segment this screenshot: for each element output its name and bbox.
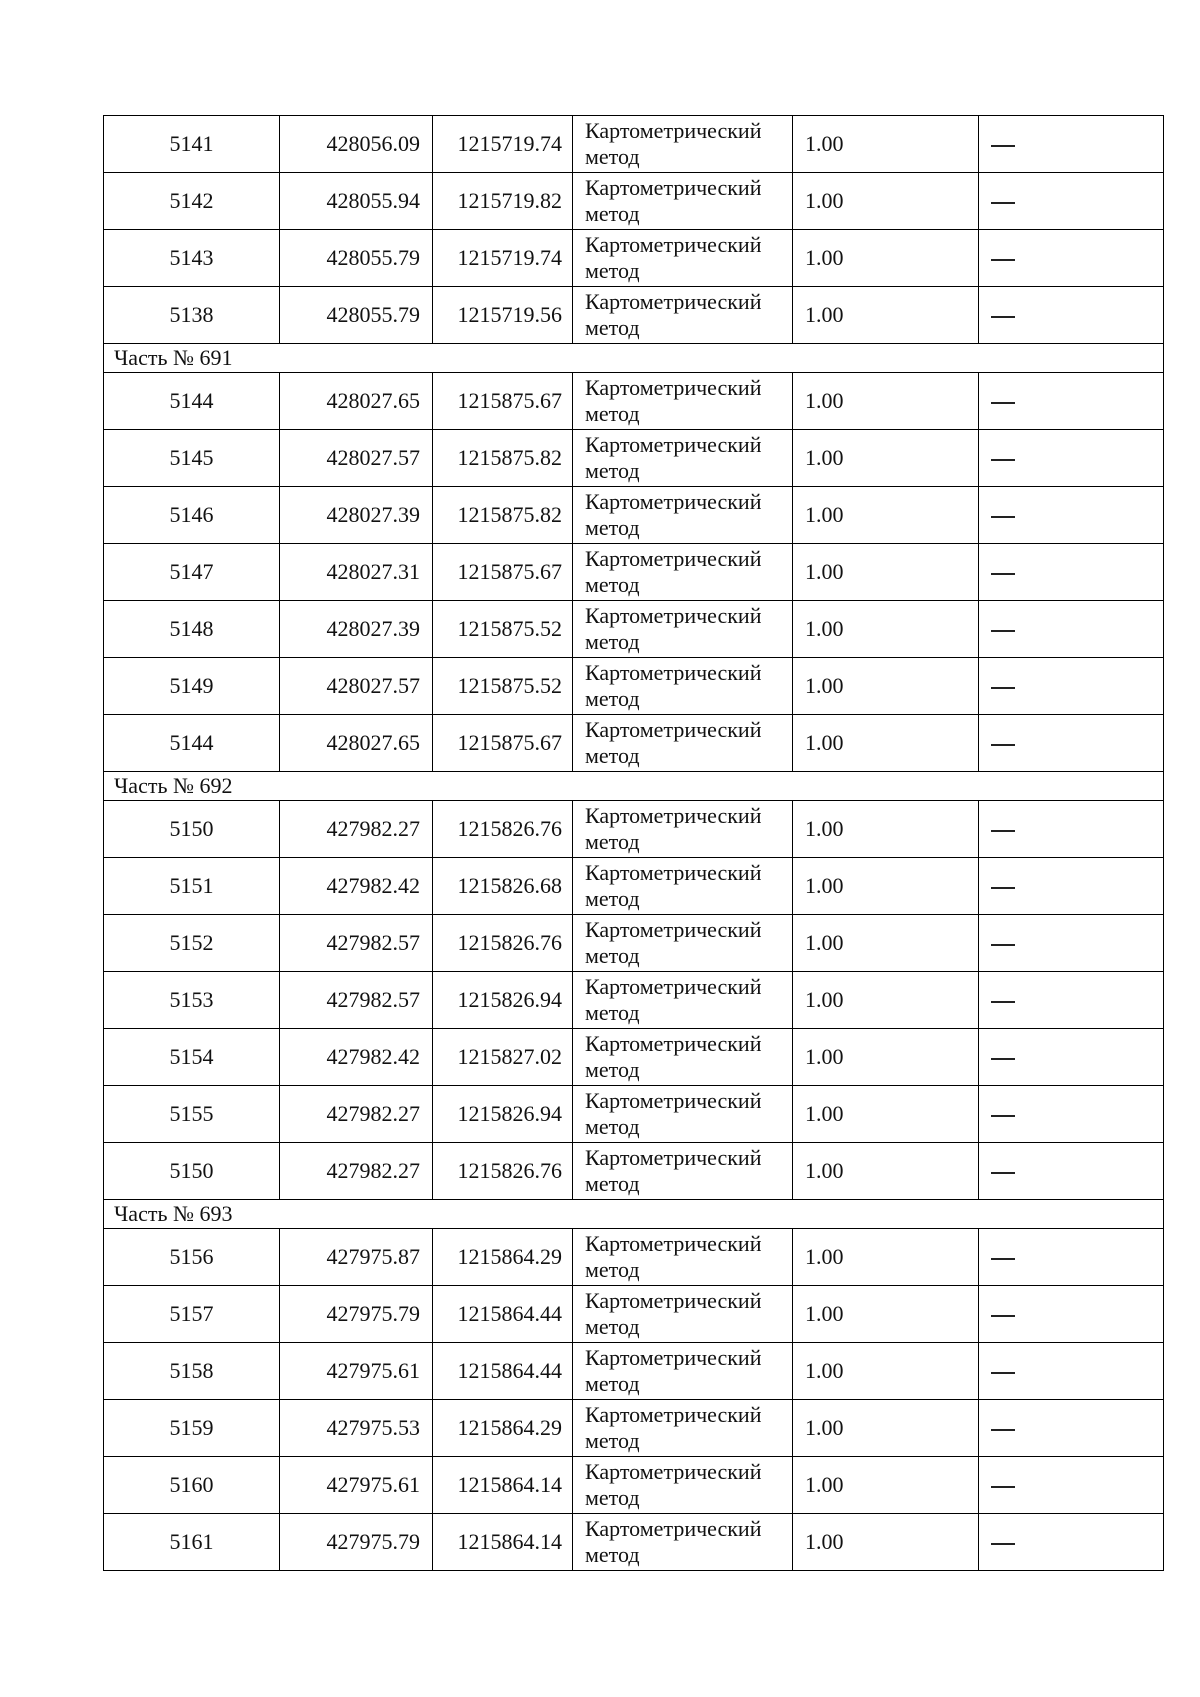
y-coordinate-cell: 1215864.29	[433, 1229, 573, 1286]
em-dash-mark	[991, 1429, 1015, 1431]
point-number-cell: 5149	[104, 658, 280, 715]
y-coordinate-cell: 1215719.82	[433, 173, 573, 230]
point-number-cell: 5143	[104, 230, 280, 287]
table-row	[104, 1514, 1164, 1571]
description-cell	[979, 1086, 1164, 1143]
y-coordinate-cell: 1215875.52	[433, 658, 573, 715]
table-row	[104, 230, 1164, 287]
accuracy-cell: 1.00	[793, 715, 979, 772]
em-dash-mark	[991, 830, 1015, 832]
part-header-row	[104, 344, 1164, 373]
table-row	[104, 287, 1164, 344]
method-cell: Картометрический метод	[573, 801, 793, 858]
em-dash-mark	[991, 1058, 1015, 1060]
point-number-cell: 5160	[104, 1457, 280, 1514]
x-coordinate-cell: 428055.79	[280, 230, 433, 287]
x-coordinate-cell: 428027.57	[280, 658, 433, 715]
point-number-cell: 5156	[104, 1229, 280, 1286]
point-number-cell: 5151	[104, 858, 280, 915]
method-cell: Картометрический метод	[573, 1514, 793, 1571]
point-number-cell: 5154	[104, 1029, 280, 1086]
y-coordinate-cell: 1215864.14	[433, 1457, 573, 1514]
description-cell	[979, 1514, 1164, 1571]
description-cell	[979, 230, 1164, 287]
accuracy-cell: 1.00	[793, 173, 979, 230]
table-row	[104, 1343, 1164, 1400]
description-cell	[979, 801, 1164, 858]
description-cell	[979, 1229, 1164, 1286]
point-number-cell: 5161	[104, 1514, 280, 1571]
accuracy-cell: 1.00	[793, 658, 979, 715]
accuracy-cell: 1.00	[793, 1457, 979, 1514]
y-coordinate-cell: 1215826.94	[433, 1086, 573, 1143]
x-coordinate-cell: 427982.57	[280, 915, 433, 972]
coordinates-table	[103, 115, 1164, 1571]
x-coordinate-cell: 428027.65	[280, 715, 433, 772]
em-dash-mark	[991, 202, 1015, 204]
table-row	[104, 915, 1164, 972]
em-dash-mark	[991, 402, 1015, 404]
accuracy-cell: 1.00	[793, 1286, 979, 1343]
point-number-cell: 5138	[104, 287, 280, 344]
y-coordinate-cell: 1215875.67	[433, 715, 573, 772]
y-coordinate-cell: 1215864.29	[433, 1400, 573, 1457]
description-cell	[979, 373, 1164, 430]
accuracy-cell: 1.00	[793, 487, 979, 544]
em-dash-mark	[991, 944, 1015, 946]
y-coordinate-cell: 1215719.74	[433, 116, 573, 173]
em-dash-mark	[991, 316, 1015, 318]
y-coordinate-cell: 1215875.82	[433, 430, 573, 487]
description-cell	[979, 1457, 1164, 1514]
table-row	[104, 715, 1164, 772]
accuracy-cell: 1.00	[793, 430, 979, 487]
point-number-cell: 5155	[104, 1086, 280, 1143]
method-cell: Картометрический метод	[573, 972, 793, 1029]
part-title: Часть № 691	[104, 344, 1164, 373]
description-cell	[979, 430, 1164, 487]
accuracy-cell: 1.00	[793, 1400, 979, 1457]
accuracy-cell: 1.00	[793, 972, 979, 1029]
method-cell: Картометрический метод	[573, 601, 793, 658]
x-coordinate-cell: 428027.39	[280, 601, 433, 658]
point-number-cell: 5150	[104, 1143, 280, 1200]
accuracy-cell: 1.00	[793, 373, 979, 430]
accuracy-cell: 1.00	[793, 1029, 979, 1086]
y-coordinate-cell: 1215719.56	[433, 287, 573, 344]
accuracy-cell: 1.00	[793, 801, 979, 858]
accuracy-cell: 1.00	[793, 915, 979, 972]
em-dash-mark	[991, 259, 1015, 261]
description-cell	[979, 1400, 1164, 1457]
method-cell: Картометрический метод	[573, 715, 793, 772]
accuracy-cell: 1.00	[793, 1343, 979, 1400]
y-coordinate-cell: 1215864.14	[433, 1514, 573, 1571]
description-cell	[979, 972, 1164, 1029]
description-cell	[979, 1029, 1164, 1086]
em-dash-mark	[991, 687, 1015, 689]
em-dash-mark	[991, 573, 1015, 575]
coordinates-table-body	[104, 116, 1164, 1571]
accuracy-cell: 1.00	[793, 544, 979, 601]
table-row	[104, 858, 1164, 915]
x-coordinate-cell: 427982.42	[280, 1029, 433, 1086]
method-cell: Картометрический метод	[573, 487, 793, 544]
point-number-cell: 5144	[104, 373, 280, 430]
em-dash-mark	[991, 1001, 1015, 1003]
accuracy-cell: 1.00	[793, 116, 979, 173]
method-cell: Картометрический метод	[573, 1029, 793, 1086]
description-cell	[979, 715, 1164, 772]
method-cell: Картометрический метод	[573, 373, 793, 430]
method-cell: Картометрический метод	[573, 230, 793, 287]
method-cell: Картометрический метод	[573, 915, 793, 972]
accuracy-cell: 1.00	[793, 287, 979, 344]
y-coordinate-cell: 1215827.02	[433, 1029, 573, 1086]
description-cell	[979, 858, 1164, 915]
method-cell: Картометрический метод	[573, 173, 793, 230]
table-row	[104, 116, 1164, 173]
method-cell: Картометрический метод	[573, 287, 793, 344]
em-dash-mark	[991, 1486, 1015, 1488]
accuracy-cell: 1.00	[793, 1086, 979, 1143]
table-row	[104, 173, 1164, 230]
description-cell	[979, 658, 1164, 715]
part-title: Часть № 693	[104, 1200, 1164, 1229]
em-dash-mark	[991, 887, 1015, 889]
table-row	[104, 1457, 1164, 1514]
y-coordinate-cell: 1215875.67	[433, 373, 573, 430]
method-cell: Картометрический метод	[573, 1286, 793, 1343]
y-coordinate-cell: 1215826.94	[433, 972, 573, 1029]
y-coordinate-cell: 1215826.76	[433, 801, 573, 858]
em-dash-mark	[991, 1315, 1015, 1317]
table-row	[104, 1143, 1164, 1200]
point-number-cell: 5142	[104, 173, 280, 230]
x-coordinate-cell: 428055.79	[280, 287, 433, 344]
method-cell: Картометрический метод	[573, 1343, 793, 1400]
x-coordinate-cell: 428027.31	[280, 544, 433, 601]
accuracy-cell: 1.00	[793, 1229, 979, 1286]
description-cell	[979, 1143, 1164, 1200]
point-number-cell: 5159	[104, 1400, 280, 1457]
method-cell: Картометрический метод	[573, 1143, 793, 1200]
method-cell: Картометрический метод	[573, 658, 793, 715]
method-cell: Картометрический метод	[573, 1229, 793, 1286]
description-cell	[979, 287, 1164, 344]
accuracy-cell: 1.00	[793, 858, 979, 915]
em-dash-mark	[991, 516, 1015, 518]
point-number-cell: 5153	[104, 972, 280, 1029]
x-coordinate-cell: 427982.27	[280, 1143, 433, 1200]
method-cell: Картометрический метод	[573, 544, 793, 601]
point-number-cell: 5157	[104, 1286, 280, 1343]
part-header-row	[104, 1200, 1164, 1229]
description-cell	[979, 915, 1164, 972]
method-cell: Картометрический метод	[573, 1086, 793, 1143]
accuracy-cell: 1.00	[793, 1143, 979, 1200]
x-coordinate-cell: 428027.39	[280, 487, 433, 544]
x-coordinate-cell: 427982.27	[280, 1086, 433, 1143]
table-row	[104, 972, 1164, 1029]
em-dash-mark	[991, 145, 1015, 147]
table-row	[104, 1086, 1164, 1143]
em-dash-mark	[991, 744, 1015, 746]
y-coordinate-cell: 1215719.74	[433, 230, 573, 287]
table-row	[104, 544, 1164, 601]
table-row	[104, 430, 1164, 487]
point-number-cell: 5141	[104, 116, 280, 173]
x-coordinate-cell: 427982.42	[280, 858, 433, 915]
y-coordinate-cell: 1215864.44	[433, 1343, 573, 1400]
point-number-cell: 5150	[104, 801, 280, 858]
table-row	[104, 373, 1164, 430]
table-row	[104, 1400, 1164, 1457]
x-coordinate-cell: 428027.65	[280, 373, 433, 430]
method-cell: Картометрический метод	[573, 1400, 793, 1457]
em-dash-mark	[991, 1115, 1015, 1117]
table-row	[104, 801, 1164, 858]
x-coordinate-cell: 427982.27	[280, 801, 433, 858]
table-row	[104, 601, 1164, 658]
description-cell	[979, 1343, 1164, 1400]
part-header-row	[104, 772, 1164, 801]
description-cell	[979, 544, 1164, 601]
point-number-cell: 5147	[104, 544, 280, 601]
y-coordinate-cell: 1215864.44	[433, 1286, 573, 1343]
y-coordinate-cell: 1215875.67	[433, 544, 573, 601]
method-cell: Картометрический метод	[573, 116, 793, 173]
method-cell: Картометрический метод	[573, 858, 793, 915]
x-coordinate-cell: 427975.87	[280, 1229, 433, 1286]
x-coordinate-cell: 427975.61	[280, 1343, 433, 1400]
y-coordinate-cell: 1215826.76	[433, 1143, 573, 1200]
table-row	[104, 1286, 1164, 1343]
description-cell	[979, 173, 1164, 230]
y-coordinate-cell: 1215875.82	[433, 487, 573, 544]
method-cell: Картометрический метод	[573, 1457, 793, 1514]
x-coordinate-cell: 427975.79	[280, 1286, 433, 1343]
point-number-cell: 5152	[104, 915, 280, 972]
x-coordinate-cell: 427982.57	[280, 972, 433, 1029]
x-coordinate-cell: 427975.79	[280, 1514, 433, 1571]
table-row	[104, 1229, 1164, 1286]
em-dash-mark	[991, 1172, 1015, 1174]
x-coordinate-cell: 427975.61	[280, 1457, 433, 1514]
accuracy-cell: 1.00	[793, 601, 979, 658]
y-coordinate-cell: 1215826.76	[433, 915, 573, 972]
table-row	[104, 487, 1164, 544]
point-number-cell: 5158	[104, 1343, 280, 1400]
em-dash-mark	[991, 630, 1015, 632]
point-number-cell: 5148	[104, 601, 280, 658]
x-coordinate-cell: 428055.94	[280, 173, 433, 230]
part-title: Часть № 692	[104, 772, 1164, 801]
em-dash-mark	[991, 1372, 1015, 1374]
description-cell	[979, 487, 1164, 544]
y-coordinate-cell: 1215826.68	[433, 858, 573, 915]
x-coordinate-cell: 427975.53	[280, 1400, 433, 1457]
description-cell	[979, 116, 1164, 173]
em-dash-mark	[991, 1258, 1015, 1260]
x-coordinate-cell: 428027.57	[280, 430, 433, 487]
point-number-cell: 5146	[104, 487, 280, 544]
method-cell: Картометрический метод	[573, 430, 793, 487]
description-cell	[979, 1286, 1164, 1343]
table-row	[104, 1029, 1164, 1086]
y-coordinate-cell: 1215875.52	[433, 601, 573, 658]
accuracy-cell: 1.00	[793, 1514, 979, 1571]
em-dash-mark	[991, 459, 1015, 461]
point-number-cell: 5145	[104, 430, 280, 487]
table-row	[104, 658, 1164, 715]
em-dash-mark	[991, 1543, 1015, 1545]
x-coordinate-cell: 428056.09	[280, 116, 433, 173]
description-cell	[979, 601, 1164, 658]
point-number-cell: 5144	[104, 715, 280, 772]
accuracy-cell: 1.00	[793, 230, 979, 287]
